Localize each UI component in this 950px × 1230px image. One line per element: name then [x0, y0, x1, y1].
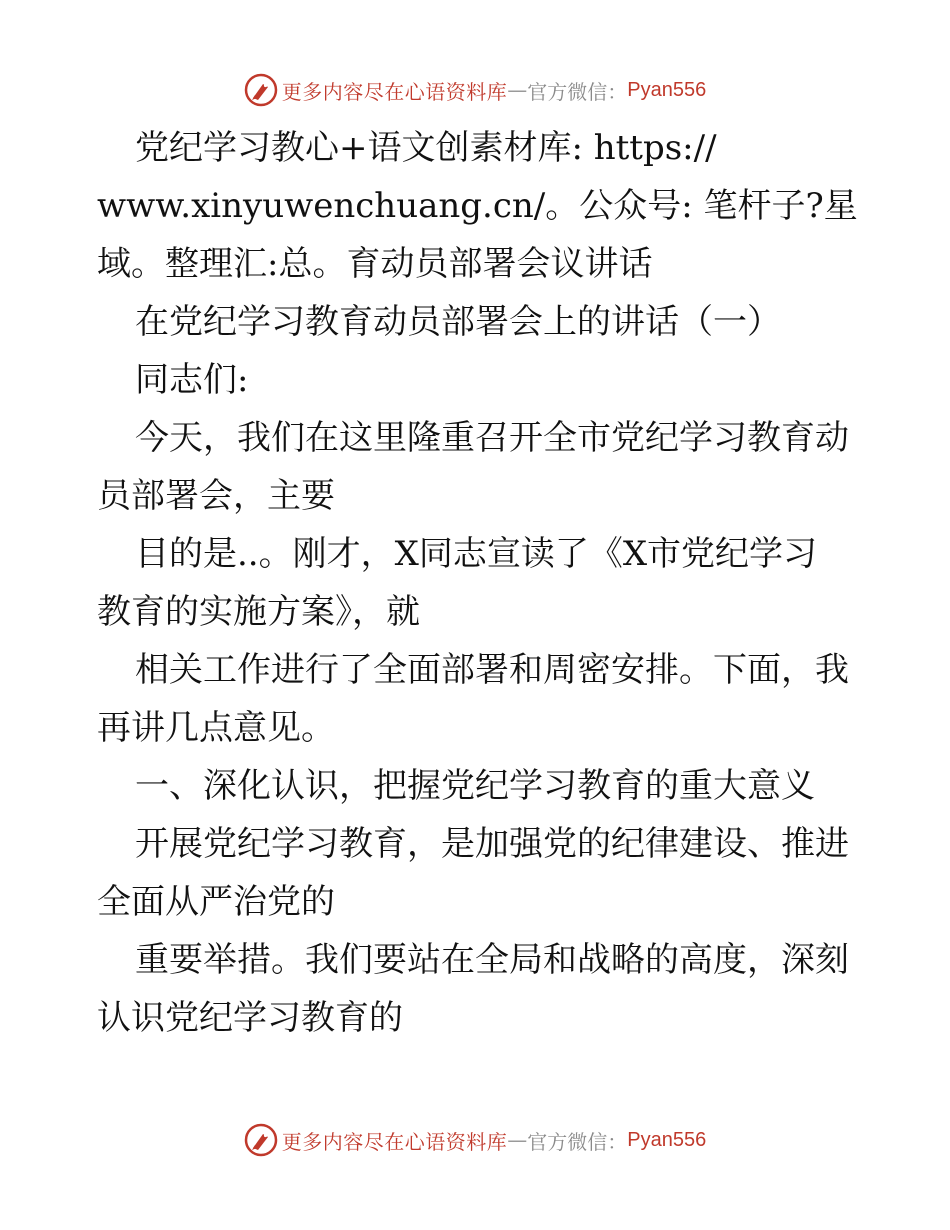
body-line: 党纪学习教心+语文创素材库: https://	[135, 128, 717, 168]
body-line: 再讲几点意见。	[97, 708, 335, 748]
body-line: 重要举措。我们要站在全局和战略的高度，深刻	[135, 940, 849, 980]
speech-title: 在党纪学习教育动员部署会上的讲话（一）	[135, 302, 781, 342]
banner-text: 更多内容尽在心语资料库	[281, 1129, 508, 1154]
fountain-pen-logo-icon	[244, 73, 278, 107]
banner-dash: —	[507, 1128, 528, 1152]
body-line: 相关工作进行了全面部署和周密安排。下面，我	[135, 650, 849, 690]
header-banner	[0, 70, 950, 110]
body-line: 全面从严治党的	[97, 882, 335, 922]
body-line: www.xinyuwenchuang.cn/。公众号: 笔杆子?星	[97, 186, 858, 226]
body-line: 开展党纪学习教育，是加强党的纪律建设、推进	[135, 824, 849, 864]
fountain-pen-logo-icon	[244, 1123, 278, 1157]
body-line: 认识党纪学习教育的	[97, 998, 403, 1038]
body-line: 员部署会，主要	[97, 476, 335, 516]
body-line: 域。整理汇:总。育动员部署会议讲话	[97, 244, 653, 284]
section-heading: 一、深化认识，把握党纪学习教育的重大意义	[135, 766, 815, 806]
body-line: 今天，我们在这里隆重召开全市党纪学习教育动	[135, 418, 849, 458]
document-body	[97, 119, 857, 1047]
banner-wechat-label: 官方微信：	[527, 79, 628, 104]
banner-wechat-label: 官方微信：	[527, 1129, 628, 1154]
banner-wechat-id: Pyan556	[627, 1128, 707, 1151]
banner-text: 更多内容尽在心语资料库	[281, 79, 508, 104]
salutation: 同志们:	[135, 360, 249, 400]
banner-wechat-id: Pyan556	[627, 78, 707, 101]
banner-dash: —	[507, 78, 528, 102]
footer-banner	[0, 1120, 950, 1160]
body-line: 教育的实施方案》，就	[97, 592, 420, 632]
body-line: 目的是..。刚才，X同志宣读了《X市党纪学习	[135, 534, 818, 574]
